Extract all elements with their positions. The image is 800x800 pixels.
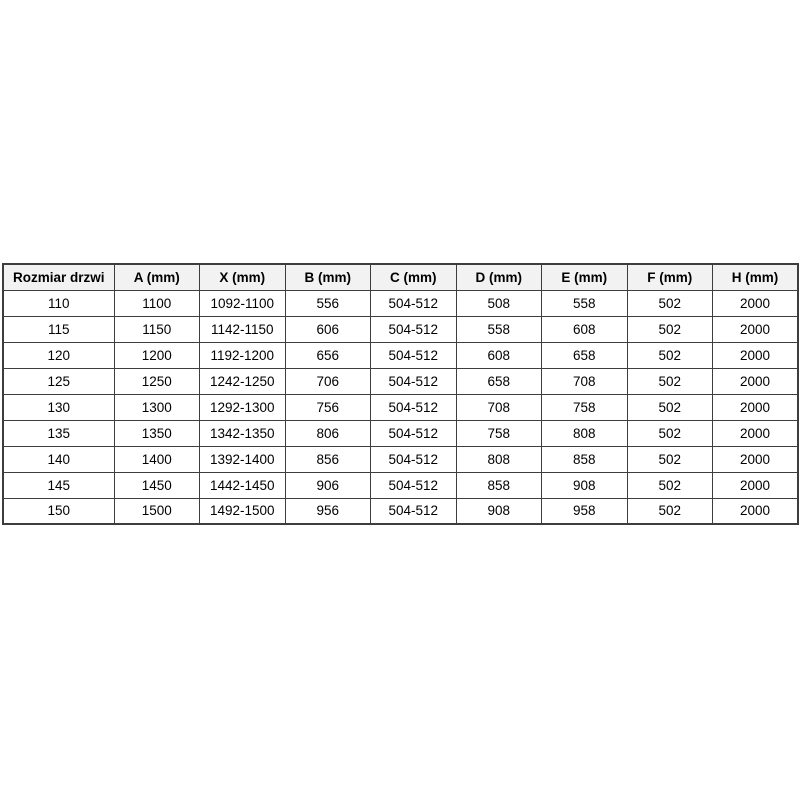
table-cell: 502 (627, 394, 713, 420)
column-header: C (mm) (371, 264, 457, 290)
table-row (3, 316, 798, 342)
table-cell: 504-512 (371, 368, 457, 394)
table-cell: 140 (3, 446, 114, 472)
table-cell: 502 (627, 472, 713, 498)
table-cell: 502 (627, 420, 713, 446)
table-cell: 758 (456, 420, 542, 446)
table-cell: 504-512 (371, 394, 457, 420)
table-cell: 1092-1100 (200, 290, 286, 316)
column-header: B (mm) (285, 264, 371, 290)
table-cell: 608 (542, 316, 628, 342)
table-cell: 706 (285, 368, 371, 394)
table-cell: 1400 (114, 446, 200, 472)
table-cell: 1350 (114, 420, 200, 446)
table-cell: 858 (456, 472, 542, 498)
table-cell: 1342-1350 (200, 420, 286, 446)
table-cell: 2000 (713, 342, 799, 368)
table-cell: 502 (627, 342, 713, 368)
table-cell: 2000 (713, 394, 799, 420)
column-header: A (mm) (114, 264, 200, 290)
column-header: D (mm) (456, 264, 542, 290)
table-cell: 504-512 (371, 498, 457, 524)
table-cell: 656 (285, 342, 371, 368)
table-cell: 958 (542, 498, 628, 524)
table-cell: 2000 (713, 498, 799, 524)
table-cell: 502 (627, 368, 713, 394)
table-row (3, 420, 798, 446)
table-cell: 1142-1150 (200, 316, 286, 342)
table-cell: 2000 (713, 368, 799, 394)
column-header: F (mm) (627, 264, 713, 290)
table-cell: 502 (627, 316, 713, 342)
table-cell: 708 (542, 368, 628, 394)
table-cell: 1300 (114, 394, 200, 420)
table-cell: 856 (285, 446, 371, 472)
table-row (3, 498, 798, 524)
table-cell: 2000 (713, 290, 799, 316)
table-cell: 504-512 (371, 420, 457, 446)
table-cell: 808 (542, 420, 628, 446)
table-cell: 858 (542, 446, 628, 472)
table-cell: 1250 (114, 368, 200, 394)
table-cell: 502 (627, 290, 713, 316)
table-cell: 150 (3, 498, 114, 524)
table-cell: 2000 (713, 316, 799, 342)
table-cell: 145 (3, 472, 114, 498)
table-cell: 658 (542, 342, 628, 368)
table-cell: 504-512 (371, 446, 457, 472)
table-cell: 115 (3, 316, 114, 342)
table-cell: 508 (456, 290, 542, 316)
table-cell: 502 (627, 498, 713, 524)
table-cell: 606 (285, 316, 371, 342)
table-cell: 558 (542, 290, 628, 316)
table-cell: 120 (3, 342, 114, 368)
table-cell: 758 (542, 394, 628, 420)
table-row (3, 472, 798, 498)
table-cell: 1492-1500 (200, 498, 286, 524)
table-cell: 135 (3, 420, 114, 446)
table-header-row (3, 264, 798, 290)
table-cell: 2000 (713, 472, 799, 498)
dimensions-table (2, 263, 799, 525)
table-cell: 504-512 (371, 342, 457, 368)
table-cell: 1242-1250 (200, 368, 286, 394)
table-cell: 558 (456, 316, 542, 342)
table-cell: 658 (456, 368, 542, 394)
table-cell: 806 (285, 420, 371, 446)
column-header: Rozmiar drzwi (3, 264, 114, 290)
table-cell: 906 (285, 472, 371, 498)
table-cell: 1192-1200 (200, 342, 286, 368)
column-header: H (mm) (713, 264, 799, 290)
table-row (3, 368, 798, 394)
column-header: E (mm) (542, 264, 628, 290)
table-cell: 808 (456, 446, 542, 472)
table-cell: 556 (285, 290, 371, 316)
table-cell: 956 (285, 498, 371, 524)
table-cell: 1450 (114, 472, 200, 498)
table-cell: 502 (627, 446, 713, 472)
table-cell: 608 (456, 342, 542, 368)
table-cell: 1292-1300 (200, 394, 286, 420)
table-cell: 504-512 (371, 290, 457, 316)
table-cell: 1100 (114, 290, 200, 316)
table-cell: 504-512 (371, 472, 457, 498)
table-cell: 125 (3, 368, 114, 394)
table-cell: 2000 (713, 420, 799, 446)
table-row (3, 446, 798, 472)
table-cell: 1442-1450 (200, 472, 286, 498)
table-cell: 2000 (713, 446, 799, 472)
table-cell: 908 (456, 498, 542, 524)
table-cell: 756 (285, 394, 371, 420)
table-cell: 504-512 (371, 316, 457, 342)
dimensions-table-container (2, 263, 799, 525)
table-cell: 130 (3, 394, 114, 420)
table-row (3, 394, 798, 420)
table-row (3, 342, 798, 368)
table-cell: 1200 (114, 342, 200, 368)
table-cell: 908 (542, 472, 628, 498)
table-cell: 110 (3, 290, 114, 316)
table-cell: 708 (456, 394, 542, 420)
table-cell: 1392-1400 (200, 446, 286, 472)
table-cell: 1150 (114, 316, 200, 342)
table-row (3, 290, 798, 316)
column-header: X (mm) (200, 264, 286, 290)
table-cell: 1500 (114, 498, 200, 524)
